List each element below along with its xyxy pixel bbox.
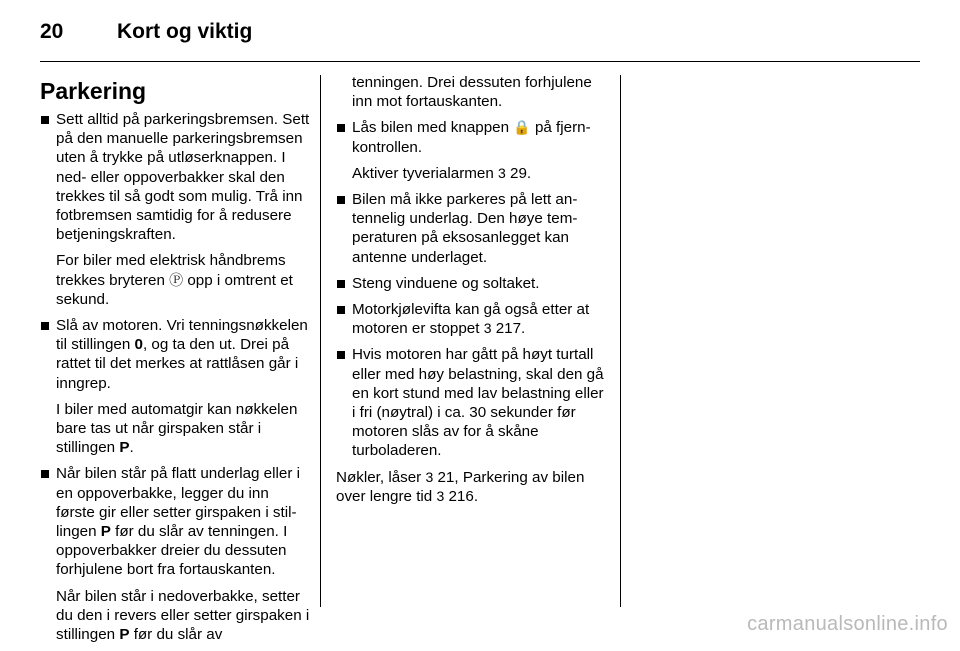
- page-number: 20: [40, 20, 64, 43]
- text: før du slår av: [129, 626, 223, 644]
- text: 29.: [505, 164, 532, 182]
- section-title: Parkering: [40, 78, 147, 104]
- list-item: [40, 110, 310, 309]
- gear-position: P: [119, 439, 130, 457]
- watermark: carmanualsonline.info: [747, 613, 948, 635]
- header-rule: [40, 61, 920, 62]
- page-reference-icon: 3: [425, 468, 434, 485]
- list-item: [40, 464, 310, 644]
- list-item: [336, 345, 608, 460]
- text: 21, Parkering av bilen over lengre tid: [336, 468, 585, 505]
- list-item-subtext: [56, 400, 310, 458]
- list-item-text: Sett alltid på parkeringsbremsen. Sett på den manuelle parkeringsbremsen uten å trykke på utløserknappen. I ned- eller oppoverbakker skal den trekkes til så godt som mulig. Trå inn fotbremsen samtidig for å redusere betjeningskraften.: [56, 111, 310, 244]
- text: For biler med elektrisk håndbrems trekkes bryteren: [56, 252, 286, 289]
- page-header-title: Kort og viktig: [117, 20, 253, 43]
- text: 216.: [444, 487, 479, 505]
- text: , og ta den ut. Drei på rattet til det merkes at rattlåsen går i inngrep.: [56, 336, 299, 392]
- column-divider: [320, 75, 321, 607]
- text: Lås bilen med knappen: [352, 119, 514, 137]
- page-reference-icon: 3: [498, 164, 506, 181]
- text: opp i omtrent et sekund.: [56, 271, 293, 308]
- page-reference-icon: 3: [436, 487, 445, 504]
- text: .: [129, 439, 134, 457]
- text: Nøkler, låser: [336, 468, 426, 486]
- right-column: [336, 73, 608, 506]
- text: på fjernkontrollen.: [352, 119, 591, 156]
- right-bullet-list: [336, 73, 608, 461]
- list-item: [40, 316, 310, 457]
- column-divider: [620, 75, 621, 607]
- lock-icon: 🔒: [513, 119, 531, 136]
- list-item: [336, 300, 608, 338]
- list-item: [336, 274, 608, 293]
- gear-position: P: [119, 626, 130, 644]
- parking-brake-icon: Ⓟ: [169, 271, 184, 288]
- list-item-subtext: [352, 164, 608, 183]
- text: Når bilen står i nedoverbakke, setter du den i revers eller setter girspaken i stillingen: [56, 587, 310, 644]
- text: Motorkjølevifta kan gå også etter at motoren er stoppet: [352, 301, 590, 338]
- gear-position: P: [100, 523, 111, 541]
- text: I biler med automatgir kan nøkkelen bare tas ut når girspaken står i stillingen: [56, 400, 298, 457]
- ignition-position: 0: [134, 336, 143, 354]
- list-item-subtext: [56, 251, 310, 309]
- page-reference-icon: 3: [483, 320, 492, 337]
- text: Bilen må ikke parkeres på lett antennelig underlag. Den høye temperaturen på eksosanlegget kan antenne underlaget.: [352, 191, 578, 266]
- list-item: [336, 190, 608, 267]
- left-column: [40, 73, 310, 651]
- list-item-subtext: [56, 587, 310, 645]
- left-bullet-list: [40, 110, 310, 644]
- text: Når bilen står på flatt underlag eller i en oppoverbakke, legger du inn første gir eller setter girspaken i stillingen: [56, 465, 300, 541]
- text: før du slår av tenningen. I oppoverbakker dreier du dessuten forhjulene bort fra fortauskanten.: [56, 523, 288, 579]
- text: Aktiver tyverialarmen: [352, 164, 499, 182]
- text: 217.: [491, 320, 526, 338]
- text: Slå av motoren. Vri tenningsnøkkelen til stillingen: [56, 317, 308, 354]
- text: Steng vinduene og soltaket.: [352, 274, 540, 292]
- text: Hvis motoren har gått på høyt turtall eller med høy belastning, skal den gå en kort stund med lav belastning eller i fri (nøytral) i ca. 30 sekunder før motoren slås av for å skåne turboladeren.: [352, 346, 604, 460]
- list-item-continued: [336, 73, 608, 111]
- list-item: [336, 118, 608, 183]
- text: tenningen. Drei dessuten forhjulene inn mot fortauskanten.: [352, 74, 592, 111]
- cross-reference: [336, 468, 608, 506]
